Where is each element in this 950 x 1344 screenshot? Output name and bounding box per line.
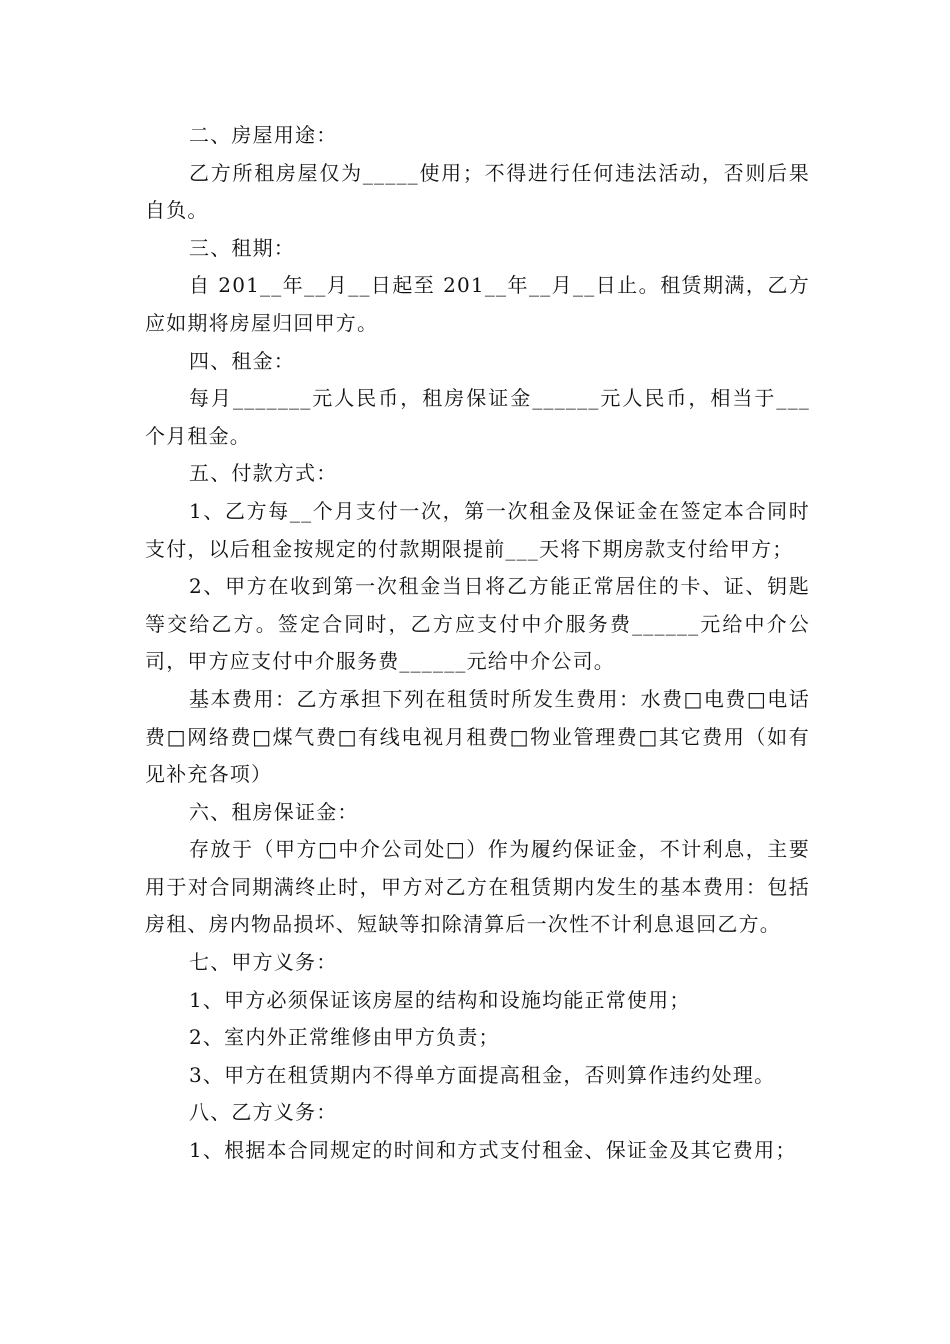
paragraph-tenant-duty-1: 1、根据本合同规定的时间和方式支付租金、保证金及其它费用； <box>189 1138 797 1163</box>
paragraph-usage-terms: 乙方所租房屋仅为_____使用；不得进行任何违法活动，否则后果自负。 <box>145 160 810 223</box>
section-heading-usage: 二、房屋用途： <box>189 123 338 147</box>
paragraph-deposit-terms: 存放于（甲方□中介公司处□）作为履约保证金，不计利息，主要用于对合同期满终止时，甲方对乙方在租赁期内发生的基本费用：包括房租、房内物品损坏、短缺等扣除清算后一次性不计利息退回乙方。 <box>145 837 810 937</box>
paragraph-landlord-duty-1: 1、甲方必须保证该房屋的结构和设施均能正常使用； <box>189 987 691 1012</box>
section-heading-rent: 四、租金： <box>189 348 295 373</box>
paragraph-landlord-duty-2: 2、室内外正常维修由甲方负责； <box>189 1025 500 1050</box>
paragraph-landlord-duty-3: 3、甲方在租赁期内不得单方面提高租金，否则算作违约处理。 <box>189 1062 776 1087</box>
paragraph-payment-2: 2、甲方在收到第一次租金当日将乙方能正常居住的卡、证、钥匙等交给乙方。签定合同时，乙方应支付中介服务费______元给中介公司，甲方应支付中介服务费______元给中介公司。 <box>145 574 810 674</box>
section-heading-landlord-duties: 七、甲方义务： <box>189 950 338 975</box>
section-heading-tenant-duties: 八、乙方义务： <box>189 1100 338 1125</box>
paragraph-term-dates: 自 201__年__月__日起至 201__年__月__日止。租赁期满，乙方应如期将房屋归回甲方。 <box>145 273 810 335</box>
paragraph-basic-fees: 基本费用：乙方承担下列在租赁时所发生费用：水费□电费□电话费□网络费□煤气费□有线电视月租费□物业管理费□其它费用（如有见补充各项） <box>145 686 810 787</box>
section-heading-deposit: 六、租房保证金： <box>189 799 359 824</box>
paragraph-payment-1: 1、乙方每__个月支付一次，第一次租金及保证金在签定本合同时支付，以后租金按规定的付款期限提前___天将下期房款支付给甲方； <box>145 498 810 561</box>
paragraph-rent-amount: 每月_______元人民币，租房保证金______元人民币，相当于___个月租金。 <box>145 386 810 448</box>
contract-body <box>145 117 810 1170</box>
section-heading-payment: 五、付款方式： <box>189 461 338 486</box>
section-heading-term: 三、租期： <box>189 235 295 260</box>
